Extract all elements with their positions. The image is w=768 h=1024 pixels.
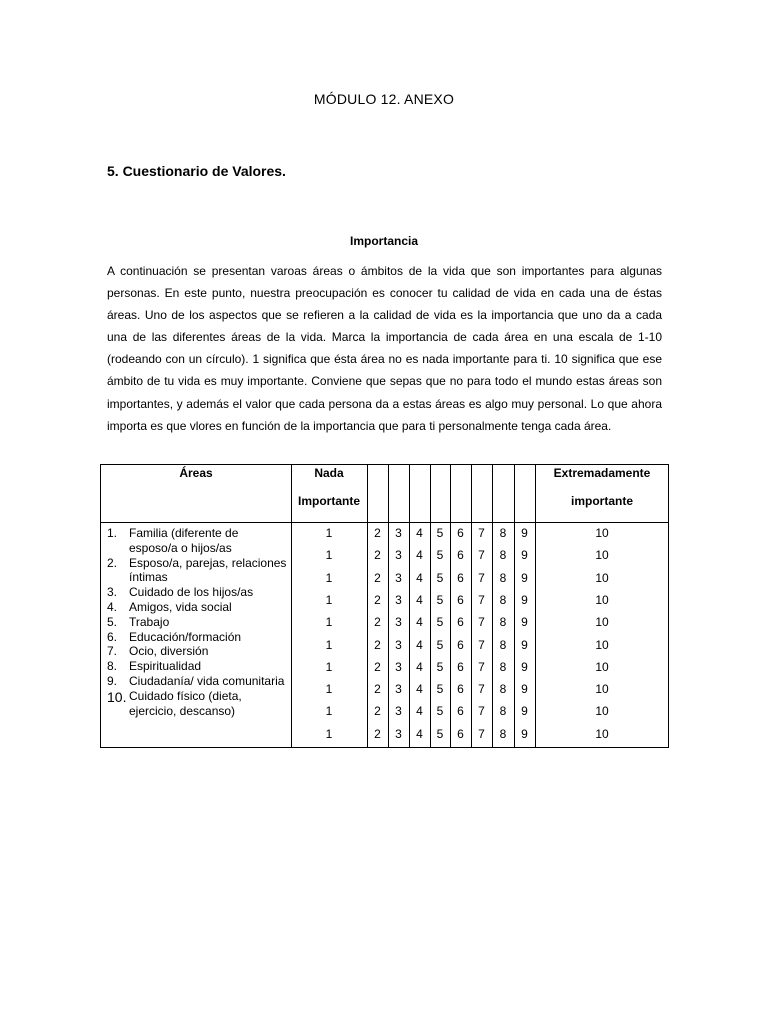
scale-value[interactable]: 7: [478, 682, 485, 697]
scale-value[interactable]: 9: [521, 526, 528, 540]
area-label: Educación/formación: [129, 629, 242, 644]
area-item: [107, 659, 287, 674]
intro-paragraph: A continuación se presentan varoas áreas o ámbitos de la vida que son importantes para algunas personas. En este punto, nuestra preocupación es conocer tu calidad de vida en cada una de éstas áreas. Uno de los aspectos que se refieren a la calidad de vida es la importancia que uno da a cada una de las diferentes áreas de la vida. Marca la importancia de cada área en una escala de 1-10 (rodeando con un círculo). 1 significa que ésta área no es nada importante para ti. 10 significa que ese ámbito de tu vida es muy importante. Conviene que sepas que no para todo el mundo estas áreas son importantes, y además el valor que cada persona da a estas áreas es algo muy personal. Lo que ahora importa es que vlores en función de la importancia que para ti personalmente tenga cada área.: [107, 264, 662, 433]
scale-value[interactable]: 1: [325, 592, 333, 607]
scale-value[interactable]: 5: [436, 659, 444, 674]
area-label: Amigos, vida social: [129, 599, 232, 614]
area-number: 10.: [107, 688, 127, 705]
area-item: [107, 585, 287, 600]
scale-value[interactable]: 8: [499, 704, 507, 719]
scale-value[interactable]: 7: [478, 570, 485, 585]
scale-value[interactable]: 9: [521, 659, 528, 674]
scale-value[interactable]: 5: [436, 615, 444, 630]
scale-value[interactable]: 3: [395, 592, 402, 607]
scale-value[interactable]: 2: [374, 592, 381, 607]
scale-value[interactable]: 9: [521, 682, 528, 697]
scale-value[interactable]: 4: [416, 592, 423, 607]
area-number: 8.: [107, 659, 118, 674]
area-number: 2.: [107, 555, 118, 570]
scale-value[interactable]: 9: [521, 726, 528, 741]
scale-value[interactable]: 8: [499, 570, 507, 585]
scale-value[interactable]: 7: [478, 615, 485, 630]
scale-value[interactable]: 4: [416, 570, 423, 585]
scale-value[interactable]: 6: [457, 615, 464, 630]
scale-value[interactable]: 10: [595, 637, 609, 652]
scale-value[interactable]: 4: [416, 726, 423, 741]
scale-value[interactable]: 10: [595, 682, 609, 697]
scale-value[interactable]: 3: [395, 726, 402, 741]
scale-value[interactable]: 8: [499, 548, 507, 563]
scale-value[interactable]: 5: [436, 704, 444, 719]
scale-value[interactable]: 1: [325, 615, 333, 630]
area-item: [107, 615, 287, 630]
area-number: 1.: [107, 526, 118, 540]
area-label: Cuidado físico (dieta, ejercicio, descanso): [129, 688, 242, 718]
scale-value[interactable]: 7: [478, 704, 485, 719]
area-label: Cuidado de los hijos/as: [129, 585, 254, 600]
scale-value[interactable]: 3: [395, 682, 402, 697]
scale-value[interactable]: 9: [521, 637, 528, 652]
scale-value[interactable]: 5: [436, 548, 444, 563]
scale-value[interactable]: 2: [374, 659, 381, 674]
header-divider: [101, 522, 668, 523]
scale-value[interactable]: 2: [374, 548, 381, 563]
scale-value[interactable]: 3: [395, 637, 402, 652]
scale-value[interactable]: 10: [595, 548, 609, 563]
scale-value[interactable]: 6: [457, 659, 464, 674]
area-label: Esposo/a, parejas, relaciones íntimas: [129, 555, 287, 585]
scale-value[interactable]: 9: [521, 615, 528, 630]
scale-value[interactable]: 3: [395, 548, 402, 563]
header-areas: Áreas: [179, 466, 213, 480]
values-table: [100, 464, 669, 748]
scale-value[interactable]: 1: [325, 548, 333, 563]
header-importante: Importante: [297, 494, 360, 508]
scale-value[interactable]: 9: [521, 592, 528, 607]
scale-value[interactable]: 2: [374, 615, 381, 630]
scale-value[interactable]: 2: [374, 526, 381, 540]
scale-value[interactable]: 6: [457, 570, 464, 585]
scale-value[interactable]: 1: [325, 570, 333, 585]
scale-value[interactable]: 4: [416, 682, 423, 697]
scale-value[interactable]: 3: [395, 704, 402, 719]
area-item: [107, 556, 287, 586]
area-label: Espiritualidad: [129, 659, 202, 674]
scale-value[interactable]: 8: [499, 659, 507, 674]
scale-value[interactable]: 5: [436, 526, 444, 540]
scale-value[interactable]: 10: [595, 570, 609, 585]
area-label: Ocio, diversión: [129, 644, 209, 659]
scale-value[interactable]: 9: [521, 570, 528, 585]
scale-value[interactable]: 10: [595, 659, 609, 674]
scale-value[interactable]: 8: [499, 526, 507, 540]
scale-value[interactable]: 3: [395, 526, 402, 540]
scale-value[interactable]: 5: [436, 570, 444, 585]
scale-value[interactable]: 1: [325, 637, 333, 652]
scale-value[interactable]: 1: [325, 726, 333, 741]
scale-value[interactable]: 7: [478, 526, 485, 540]
scale-value[interactable]: 7: [478, 659, 485, 674]
scale-value[interactable]: 5: [436, 637, 444, 652]
area-number: 7.: [107, 644, 118, 659]
area-number: 3.: [107, 585, 118, 600]
area-item: [107, 689, 287, 719]
scale-value[interactable]: 1: [325, 682, 333, 697]
scale-value[interactable]: 2: [374, 704, 381, 719]
scale-value[interactable]: 3: [395, 615, 402, 630]
scale-value[interactable]: 6: [457, 526, 464, 540]
scale-value[interactable]: 8: [499, 615, 507, 630]
scale-value[interactable]: 4: [416, 637, 423, 652]
scale-value[interactable]: 7: [478, 548, 485, 563]
area-label: Familia (diferente de esposo/a o hijos/as: [129, 526, 239, 555]
scale-value[interactable]: 2: [374, 570, 381, 585]
scale-value[interactable]: 4: [416, 659, 423, 674]
scale-value[interactable]: 6: [457, 704, 464, 719]
scale-value[interactable]: 9: [521, 548, 528, 563]
section-title: 5. Cuestionario de Valores.: [107, 163, 286, 179]
header-importante-max: importante: [570, 494, 633, 508]
scale-value[interactable]: 6: [457, 592, 464, 607]
scale-value[interactable]: 10: [595, 526, 609, 540]
scale-value[interactable]: 8: [499, 637, 507, 652]
area-item: [107, 630, 287, 645]
scale-value[interactable]: 5: [436, 726, 444, 741]
scale-value[interactable]: 7: [478, 637, 485, 652]
scale-value[interactable]: 6: [457, 637, 464, 652]
area-number: 4.: [107, 599, 118, 614]
scale-value[interactable]: 1: [325, 526, 333, 540]
scale-value[interactable]: 4: [416, 704, 423, 719]
scale-value[interactable]: 4: [416, 615, 423, 630]
scale-value[interactable]: 4: [416, 526, 423, 540]
area-item: [107, 526, 287, 556]
scale-value[interactable]: 6: [457, 726, 464, 741]
area-label: Ciudadanía/ vida comunitaria: [129, 673, 285, 688]
scale-value[interactable]: 7: [478, 592, 485, 607]
module-title: MÓDULO 12. ANEXO: [313, 91, 455, 107]
scale-value[interactable]: 10: [595, 726, 609, 741]
scale-value[interactable]: 2: [374, 637, 381, 652]
scale-value[interactable]: 3: [395, 570, 402, 585]
scale-value[interactable]: 1: [325, 704, 333, 719]
header-extremadamente: Extremadamente: [553, 466, 651, 480]
scale-value[interactable]: 10: [595, 592, 609, 607]
scale-value[interactable]: 6: [457, 548, 464, 563]
scale-value[interactable]: 10: [595, 615, 609, 630]
scale-value[interactable]: 6: [457, 682, 464, 697]
scale-value[interactable]: 2: [374, 682, 381, 697]
area-item: [107, 600, 287, 615]
scale-value[interactable]: 5: [436, 592, 444, 607]
area-item: [107, 644, 287, 659]
areas-list: [107, 526, 287, 718]
area-label: Trabajo: [129, 614, 170, 629]
area-item: [107, 674, 287, 689]
scale-value[interactable]: 2: [374, 726, 381, 741]
scale-value[interactable]: 8: [499, 592, 507, 607]
scale-value[interactable]: 8: [499, 682, 507, 697]
area-number: 6.: [107, 629, 118, 644]
scale-value[interactable]: 8: [499, 726, 507, 741]
scale-value[interactable]: 1: [325, 659, 333, 674]
scale-value[interactable]: 9: [521, 704, 528, 719]
scale-value[interactable]: 7: [478, 726, 485, 741]
area-number: 9.: [107, 673, 118, 688]
area-number: 5.: [107, 614, 118, 629]
header-nada: Nada: [314, 466, 344, 480]
importance-subtitle: Importancia: [349, 234, 418, 248]
scale-value[interactable]: 10: [595, 704, 609, 719]
scale-value[interactable]: 3: [395, 659, 402, 674]
scale-value[interactable]: 5: [436, 682, 444, 697]
scale-value[interactable]: 4: [416, 548, 423, 563]
